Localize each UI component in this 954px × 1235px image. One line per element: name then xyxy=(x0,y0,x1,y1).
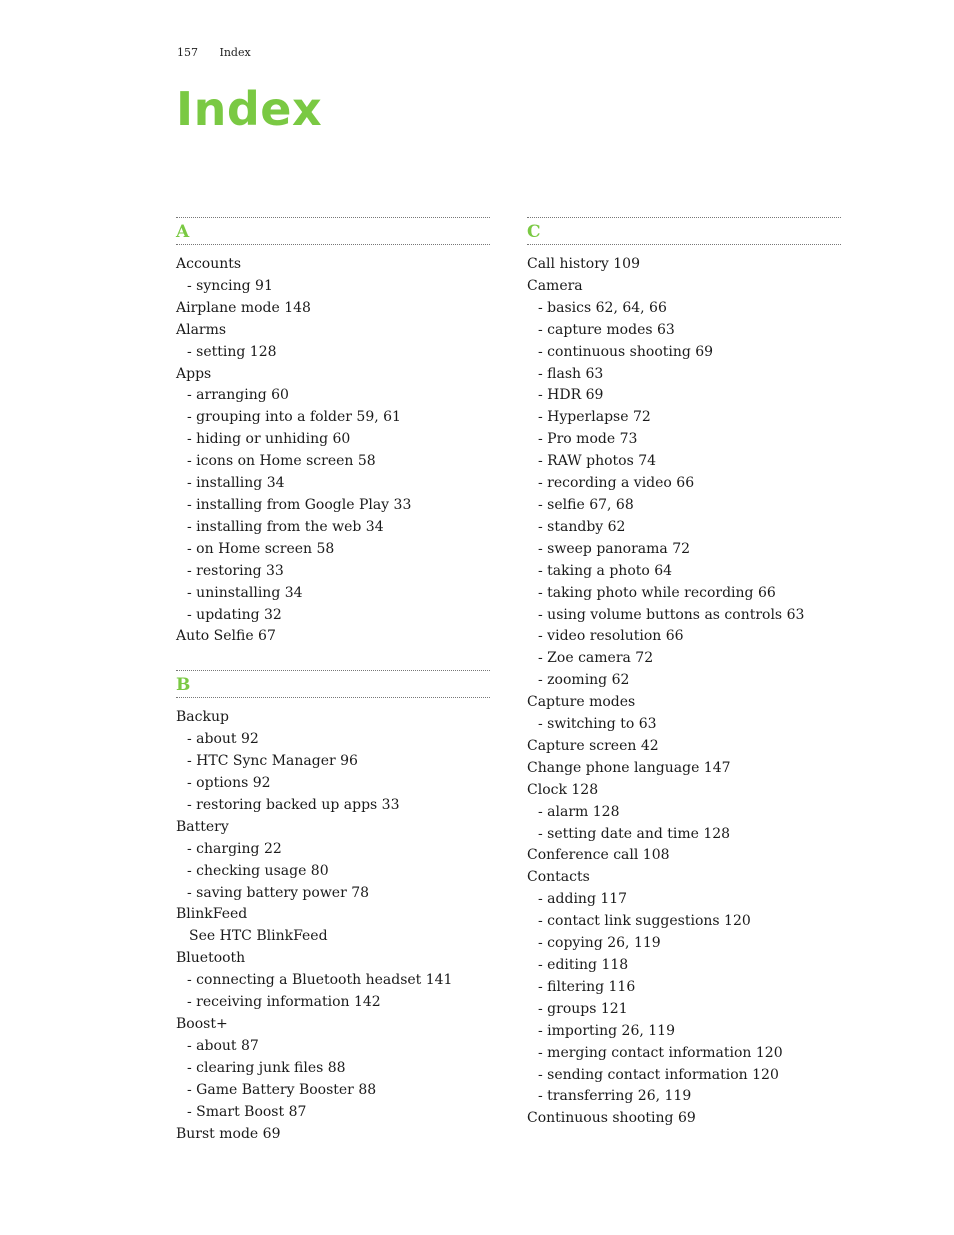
page-title: Index xyxy=(176,82,323,136)
index-subentry: - copying 26, 119 xyxy=(538,935,661,952)
index-subentry: - flash 63 xyxy=(538,365,604,382)
index-entry: Contacts xyxy=(527,869,590,886)
index-column-right xyxy=(527,217,841,1152)
index-subentry: - editing 118 xyxy=(538,957,629,973)
index-subentry: - connecting a Bluetooth headset 141 xyxy=(187,972,453,989)
index-subentry: - charging 22 xyxy=(187,840,282,857)
index-subentry: - checking usage 80 xyxy=(187,862,329,879)
index-subentry: - adding 117 xyxy=(538,891,628,908)
index-subentry: - Smart Boost 87 xyxy=(187,1103,307,1120)
index-section-a xyxy=(176,217,490,648)
section-letter: C xyxy=(527,217,841,245)
index-subentry: - HDR 69 xyxy=(538,387,604,404)
section-letter: A xyxy=(176,217,490,245)
index-subentry: - restoring 33 xyxy=(187,562,284,579)
index-entry: Bluetooth xyxy=(176,950,246,967)
index-subentry: - taking photo while recording 66 xyxy=(538,584,776,601)
running-header xyxy=(177,46,251,59)
index-subentry: - clearing junk files 88 xyxy=(187,1059,346,1076)
index-entry: Continuous shooting 69 xyxy=(527,1110,696,1127)
index-subentry: - recording a video 66 xyxy=(538,475,695,492)
index-subentry: - groups 121 xyxy=(538,1000,628,1017)
index-subentry: - hiding or unhiding 60 xyxy=(187,431,351,448)
index-see-reference: See HTC BlinkFeed xyxy=(189,928,328,945)
index-entry: Burst mode 69 xyxy=(176,1125,281,1142)
index-subentry: - Zoe camera 72 xyxy=(538,650,654,667)
index-entry: Call history 109 xyxy=(527,256,640,272)
index-subentry: - taking a photo 64 xyxy=(538,562,673,579)
index-subentry: - sweep panorama 72 xyxy=(538,540,691,557)
index-subentry: - Hyperlapse 72 xyxy=(538,409,651,426)
index-entry: BlinkFeed xyxy=(176,906,248,923)
index-entry: Accounts xyxy=(176,256,242,272)
index-subentry: - filtering 116 xyxy=(538,978,636,995)
index-subentry: - uninstalling 34 xyxy=(187,584,303,601)
index-subentry: - grouping into a folder 59, 61 xyxy=(187,409,401,426)
index-subentry: - using volume buttons as controls 63 xyxy=(538,606,805,623)
index-subentry: - basics 62, 64, 66 xyxy=(538,299,667,316)
index-entry: Battery xyxy=(176,818,229,835)
index-entry: Auto Selfie 67 xyxy=(176,628,276,645)
index-entry: Change phone language 147 xyxy=(527,759,731,776)
section-letter: B xyxy=(176,670,490,698)
index-subentry: - on Home screen 58 xyxy=(187,540,335,557)
page-number: 157 xyxy=(177,46,198,59)
index-subentry: - selfie 67, 68 xyxy=(538,496,634,513)
index-subentry: - options 92 xyxy=(187,775,271,792)
index-subentry: - sending contact information 120 xyxy=(538,1066,779,1083)
index-entry: Airplane mode 148 xyxy=(176,299,311,316)
index-section-b xyxy=(176,670,490,1145)
index-entry: Backup xyxy=(176,709,229,726)
index-subentry: - RAW photos 74 xyxy=(538,453,657,470)
index-entry: Conference call 108 xyxy=(527,847,670,864)
index-subentry: - updating 32 xyxy=(187,606,282,623)
running-header-section: Index xyxy=(219,46,251,59)
index-subentry: - setting 128 xyxy=(187,343,277,360)
index-subentry: - switching to 63 xyxy=(538,716,657,733)
index-subentry: - about 87 xyxy=(187,1037,259,1054)
index-subentry: - icons on Home screen 58 xyxy=(187,453,376,470)
index-entry: Alarms xyxy=(176,321,227,338)
index-subentry: - capture modes 63 xyxy=(538,321,675,338)
index-subentry: - video resolution 66 xyxy=(538,628,684,645)
index-column-left xyxy=(176,217,490,1167)
index-subentry: - receiving information 142 xyxy=(187,994,381,1011)
index-subentry: - contact link suggestions 120 xyxy=(538,913,751,930)
index-entry: Boost+ xyxy=(176,1016,228,1032)
index-subentry: - setting date and time 128 xyxy=(538,825,731,842)
index-entry: Capture screen 42 xyxy=(527,737,659,754)
index-subentry: - zooming 62 xyxy=(538,672,630,689)
index-subentry: - continuous shooting 69 xyxy=(538,343,714,360)
index-subentry: - merging contact information 120 xyxy=(538,1044,783,1061)
index-subentry: - installing from Google Play 33 xyxy=(187,496,412,513)
index-section-c xyxy=(527,217,841,1130)
index-subentry: - about 92 xyxy=(187,731,259,748)
index-subentry: - transferring 26, 119 xyxy=(538,1088,692,1105)
index-subentry: - restoring backed up apps 33 xyxy=(187,796,400,813)
index-entry: Apps xyxy=(176,365,212,382)
index-subentry: - importing 26, 119 xyxy=(538,1022,675,1039)
index-entry: Capture modes xyxy=(527,694,636,711)
index-subentry: - installing 34 xyxy=(187,475,285,492)
index-subentry: - arranging 60 xyxy=(187,387,289,404)
index-entry: Camera xyxy=(527,277,583,294)
index-entry: Clock 128 xyxy=(527,781,599,798)
index-subentry: - Game Battery Booster 88 xyxy=(187,1081,377,1098)
index-subentry: - HTC Sync Manager 96 xyxy=(187,753,358,770)
index-subentry: - installing from the web 34 xyxy=(187,518,384,535)
index-subentry: - Pro mode 73 xyxy=(538,431,638,448)
index-subentry: - alarm 128 xyxy=(538,803,620,820)
index-subentry: - standby 62 xyxy=(538,518,626,535)
index-subentry: - syncing 91 xyxy=(187,277,273,294)
index-subentry: - saving battery power 78 xyxy=(187,884,370,901)
